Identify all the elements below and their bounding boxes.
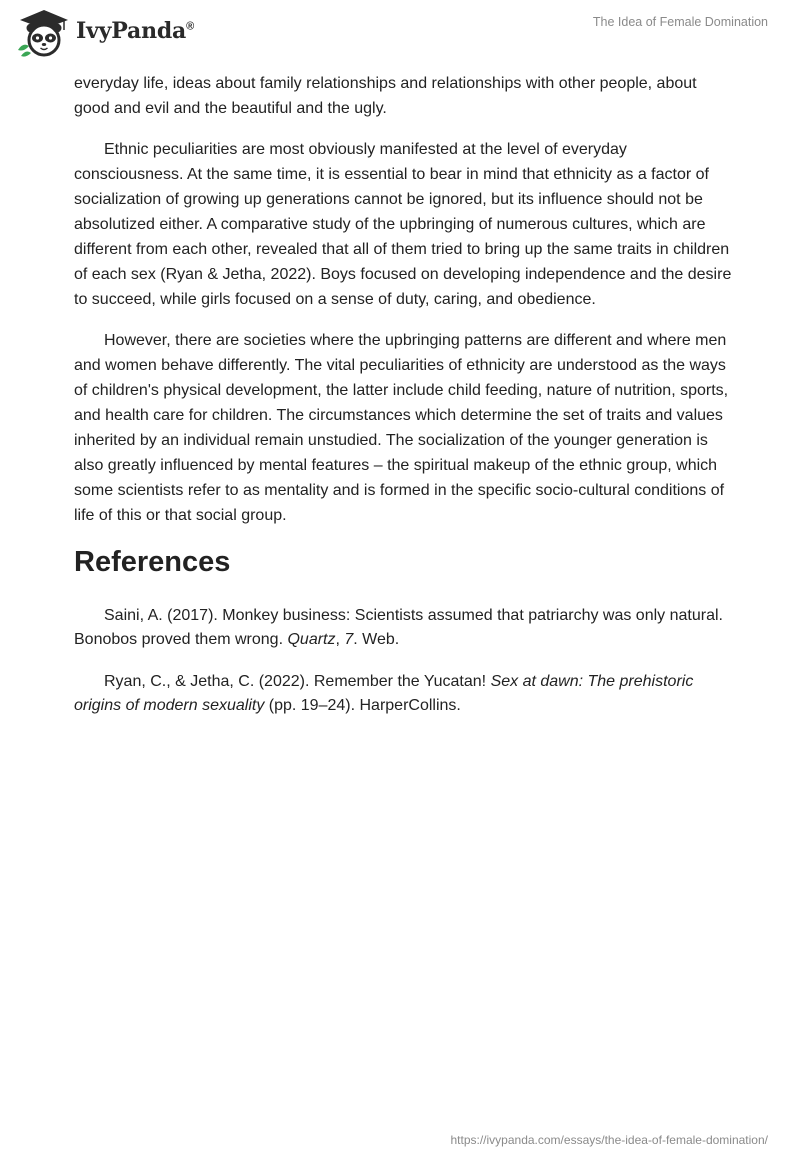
page-header bbox=[0, 0, 800, 70]
body-paragraph: Ethnic peculiarities are most obviously manifested at the level of everyday consciousness. At the same time, it is essential to bear in mind that ethnicity as a factor of socialization of growing up generations cannot be ignored, but its influence should not be absolutized either. A comparative study of the upbringing of numerous cultures, which are different from each other, revealed that all of them tried to bring up the same traits in children of each sex (Ryan & Jetha, 2022). Boys focused on developing independence and the desire to succeed, while girls focused on a sense of duty, caring, and obedience. bbox=[74, 141, 732, 308]
body-paragraph: However, there are societies where the upbringing patterns are different and where men and women behave differently. The vital peculiarities of ethnicity are understood as the ways of children's physical development, the latter include child feeding, nature of nutrition, sports, and health care for children. The circumstances which determine the set of traits and values inherited by an individual remain unstudied. The socialization of the younger generation is also greatly influenced by mental features – the spiritual makeup of the ethnic group, which some scientists refer to as mentality and is formed in the specific socio-cultural conditions of life of this or that social group. bbox=[74, 332, 729, 524]
reference-volume: 7 bbox=[344, 631, 354, 648]
reference-text: Saini, A. (2017). Monkey business: Scientists assumed that patriarchy was only natural. Bonobos proved them wrong. bbox=[74, 607, 723, 648]
ivypanda-logo[interactable] bbox=[14, 6, 204, 58]
reference-entry bbox=[74, 670, 734, 718]
page-url[interactable]: https://ivypanda.com/essays/the-idea-of-female-domination/ bbox=[450, 1133, 768, 1147]
reference-entry bbox=[74, 604, 734, 652]
body-paragraph: everyday life, ideas about family relationships and relationships with other people, about good and evil and the beautiful and the ugly. bbox=[74, 75, 697, 117]
essay-content bbox=[74, 71, 734, 736]
document-title: The Idea of Female Domination bbox=[592, 15, 768, 29]
panda-graduate-icon bbox=[14, 6, 74, 58]
registered-mark: ® bbox=[186, 20, 195, 33]
logo-wordmark: IvyPanda bbox=[76, 18, 187, 44]
references-heading: References bbox=[74, 546, 231, 578]
reference-text: . Web. bbox=[353, 631, 400, 648]
reference-text: , bbox=[335, 631, 345, 648]
reference-book-title: Sex at dawn: The prehistoric origins of modern sexuality bbox=[74, 673, 694, 714]
reference-journal: Quartz bbox=[287, 631, 336, 648]
reference-text: Ryan, C., & Jetha, C. (2022). Remember the Yucatan! bbox=[104, 673, 491, 690]
reference-text: (pp. 19–24). HarperCollins. bbox=[264, 697, 461, 714]
